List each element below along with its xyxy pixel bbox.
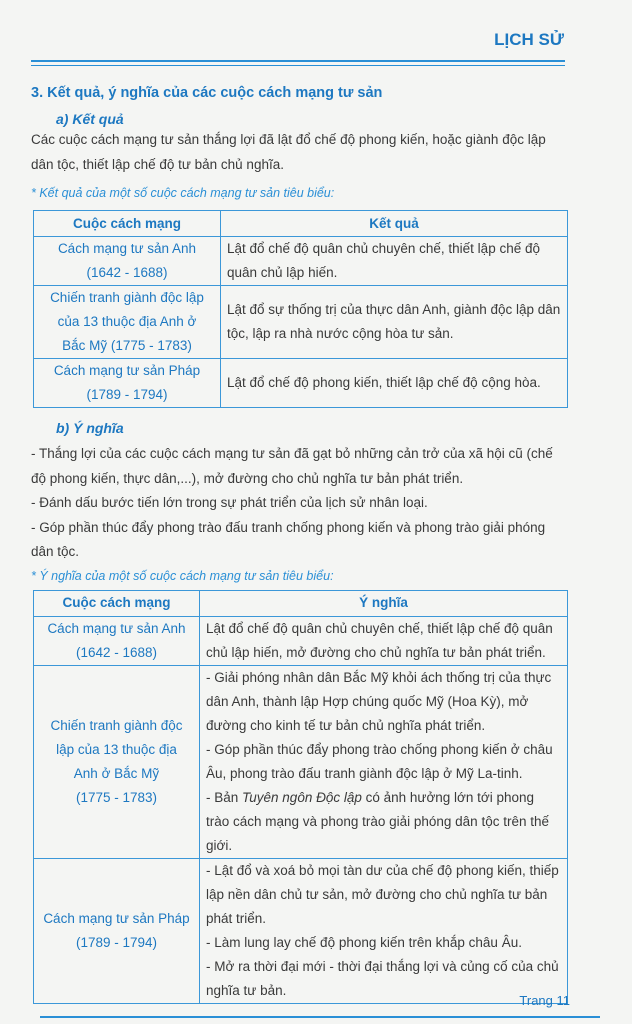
table-row [34, 359, 568, 408]
note-y-nghia: * Ý nghĩa của một số cuộc cách mạng tư sản tiêu biểu: [31, 568, 334, 583]
significance-text: - Giải phóng nhân dân Bắc Mỹ khỏi ách thống trị của thực dân Anh, thành lập Hợp chúng quốc Mỹ (Hoa Kỳ), mở đường cho kinh tế tư bản chủ nghĩa phát triển. [206, 669, 552, 733]
header-rule-thin [31, 65, 565, 66]
revolution-name: Cách mạng tư sản Anh [47, 620, 186, 636]
revolution-years: (1775 - 1783) [75, 789, 158, 805]
significance-text: - Mở ra thời đại mới - thời đại thắng lợi và củng cố của chủ nghĩa tư bản. [206, 958, 559, 998]
revolution-years: (1789 - 1794) [86, 387, 168, 402]
bullet: - Đánh dấu bước tiến lớn trong sự phát triển của lịch sử nhân loại. [31, 495, 428, 510]
results-table [33, 210, 568, 408]
note-ket-qua: * Kết quả của một số cuộc cách mạng tư sản tiêu biểu: [31, 186, 335, 200]
significance-text [206, 786, 561, 858]
header-rule [31, 60, 565, 62]
table-row [34, 616, 568, 665]
revolution-name: lập của 13 thuộc địa [56, 741, 177, 757]
revolution-name: của 13 thuộc địa Anh ở [57, 314, 197, 329]
revolution-years: (1642 - 1688) [86, 265, 168, 280]
page-number: Trang 11 [519, 993, 570, 1008]
significance-list [31, 442, 571, 565]
bullet: - Thắng lợi của các cuộc cách mạng tư sản đã gạt bỏ những cản trở của xã hội cũ (chế độ phong kiến, thực dân,...), mở đường cho chủ nghĩa tư bản phát triển. [31, 446, 553, 486]
section-title: 3. Kết quả, ý nghĩa của các cuộc cách mạng tư sản [31, 85, 383, 101]
revolution-name: Cách mạng tư sản Pháp [53, 363, 201, 378]
result-text: Lật đổ sự thống trị của thực dân Anh, giành độc lập dân tộc, lập ra nhà nước cộng hòa tư sản. [221, 286, 568, 359]
heading-y-nghia: b) Ý nghĩa [56, 420, 124, 436]
table-row [34, 665, 568, 858]
col-header: Cuộc cách mạng [34, 211, 221, 237]
document-title-italic: Tuyên ngôn Độc lập [242, 789, 362, 805]
result-text: Lật đổ chế độ phong kiến, thiết lập chế độ cộng hòa. [221, 359, 568, 408]
revolution-name: Chiến tranh giành độc lập [50, 290, 204, 305]
text-part: có ảnh hưởng lớn tới phong trào cách mạng và phong trào giải phóng dân tộc trên thế giới. [206, 789, 549, 853]
col-header: Ý nghĩa [200, 590, 568, 616]
significance-text: Lật đổ chế độ quân chủ chuyên chế, thiết lập chế độ quân chủ lập hiến, mở đường cho chủ nghĩa tư bản phát triển. [206, 620, 553, 660]
revolution-years: Bắc Mỹ (1775 - 1783) [62, 338, 192, 353]
col-header: Kết quả [221, 211, 568, 237]
table-row [34, 858, 568, 1003]
table-row [34, 286, 568, 359]
significance-text: - Góp phần thúc đẩy phong trào chống phong kiến ở châu Âu, phong trào đấu tranh giành độc lập ở Mỹ La-tinh. [206, 741, 553, 781]
revolution-years: (1642 - 1688) [75, 644, 158, 660]
significance-text: - Làm lung lay chế độ phong kiến trên khắp châu Âu. [206, 934, 522, 950]
heading-ket-qua: a) Kết quả [56, 111, 124, 127]
table-row [34, 237, 568, 286]
revolution-name: Cách mạng tư sản Pháp [43, 910, 190, 926]
significance-text: - Lật đổ và xoá bỏ mọi tàn dư của chế độ phong kiến, thiếp lập nền dân chủ tư sản, mở đường cho chủ nghĩa tư bản phát triển. [206, 862, 559, 926]
content [31, 83, 571, 1004]
subject-header: LỊCH SỬ [494, 30, 564, 49]
paragraph-ket-qua: Các cuộc cách mạng tư sản thắng lợi đã lật đổ chế độ phong kiến, hoặc giành độc lập dân tộc, thiết lập chế độ tư bản chủ nghĩa. [31, 132, 546, 172]
footer-rule [40, 1016, 600, 1018]
significance-table [33, 590, 568, 1004]
bullet: - Góp phần thúc đẩy phong trào đấu tranh chống phong kiến và phong trào giải phóng dân tộc. [31, 519, 546, 559]
revolution-name: Anh ở Bắc Mỹ [73, 765, 160, 781]
revolution-years: (1789 - 1794) [75, 934, 158, 950]
result-text: Lật đổ chế độ quân chủ chuyên chế, thiết lập chế độ quân chủ lập hiến. [221, 237, 568, 286]
revolution-name: Chiến tranh giành độc [50, 717, 183, 733]
revolution-name: Cách mạng tư sản Anh [57, 241, 197, 256]
col-header: Cuộc cách mạng [34, 590, 200, 616]
text-part: - Bản [206, 789, 243, 805]
